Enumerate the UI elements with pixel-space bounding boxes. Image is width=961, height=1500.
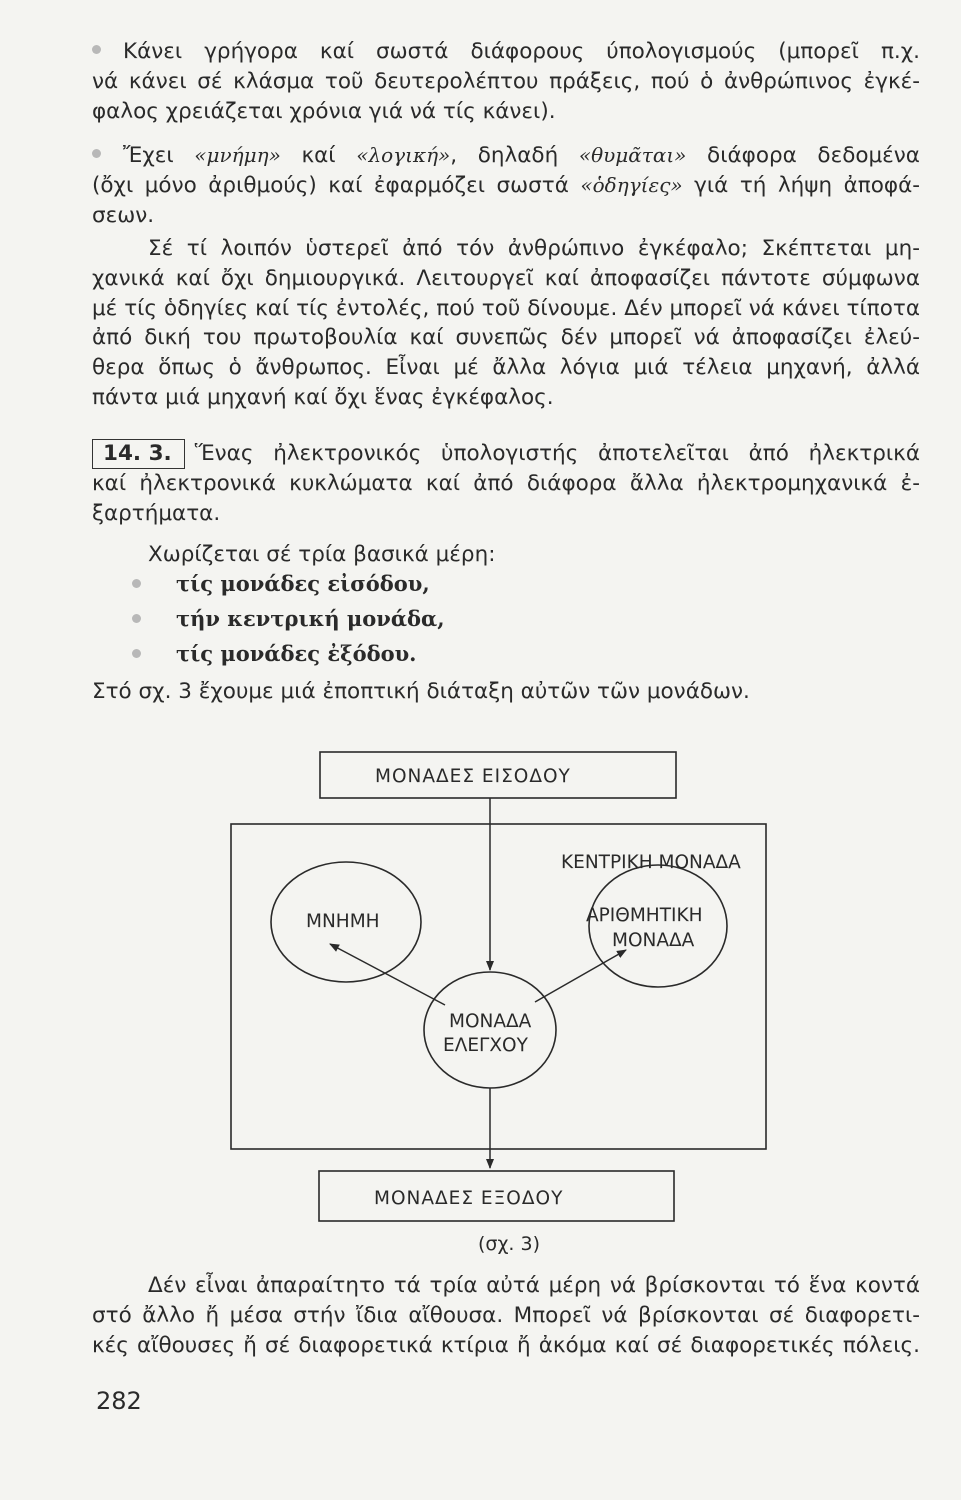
text-line: κές αἴθουσες ἤ σέ διαφορετικά κτίρια ἤ ἀκόμα καί σέ διαφορετικές πόλεις.	[92, 1332, 920, 1358]
paragraph-location	[92, 1271, 920, 1360]
italic-term: «λογική»	[356, 143, 451, 167]
list-item: τήν κεντρική μονάδα,	[138, 606, 445, 631]
control-unit-label-2: ΕΛΕΓΧΟΥ	[443, 1035, 528, 1056]
text-span: Ἕνας ἠλεκτρονικός ὑπολογιστής ἀποτελεῖται ἀπό ἠλεκτρικά	[194, 441, 920, 466]
text-span: Ἔχει	[123, 143, 195, 168]
text-line: ἀπό δική του πρωτοβουλία καί συνεπῶς δέν μπορεῖ νά ἀποφασίζει ἐλεύ-	[92, 325, 920, 351]
arithmetic-unit-label-1: ΑΡΙΘΜΗΤΙΚΗ	[586, 905, 703, 926]
italic-term: «ὁδηγίες»	[580, 172, 683, 197]
arithmetic-unit-label-2: ΜΟΝΑΔΑ	[612, 930, 695, 951]
italic-term: «θυμᾶται»	[578, 143, 687, 167]
text-line: Δέν εἶναι ἀπαραίτητο τά τρία αὐτά μέρη νά βρίσκονται τό ἕνα κοντά	[148, 1273, 920, 1298]
list-item: τίς μονάδες ἐξόδου.	[138, 641, 416, 666]
text-line: μέ τίς ὁδηγίες καί τίς ἐντολές, πού τοῦ δίνουμε. Δέν μπορεῖ νά κάνει τίποτα	[92, 295, 920, 321]
text-span: , δηλαδή	[450, 143, 579, 168]
page-number: 282	[96, 1387, 142, 1415]
output-units-label: ΜΟΝΑΔΕΣ ΕΞΟΔΟΥ	[374, 1188, 564, 1209]
figure-caption: (σχ. 3)	[478, 1233, 541, 1255]
control-unit-label-1: ΜΟΝΑΔΑ	[449, 1011, 532, 1032]
text-line: φαλος χρειάζεται χρόνια γιά νά τίς κάνει).	[92, 98, 556, 124]
control-to-arithmetic-arrow	[535, 950, 626, 1002]
text-span: (ὄχι μόνο ἀριθμούς) καί ἐφαρμόζει σωστά	[92, 172, 581, 198]
text-line: σεων.	[92, 202, 155, 228]
text-line: Χωρίζεται σέ τρία βασικά μέρη:	[148, 542, 496, 567]
text-line: στό ἄλλο ἤ μέσα στήν ἴδια αἴθουσα. Μπορεῖ νά βρίσκονται σέ διαφορετι-	[92, 1302, 920, 1328]
text-line: Στό σχ. 3 ἔχουμε μιά ἐποπτική διάταξη αὐτῶν τῶν μονάδων.	[92, 679, 750, 704]
text-line: χανικά καί ὄχι δημιουργικά. Λειτουργεῖ καί ἀποφασίζει πάντοτε σύμφωνα	[92, 265, 920, 291]
text-line: νά κάνει σέ κλάσμα τοῦ δευτερολέπτου πράξεις, πού ὁ ἀνθρώπινος ἐγκέ-	[92, 68, 920, 94]
italic-term: «μνήμη»	[194, 143, 281, 167]
text-line: καί ἠλεκτρονικά κυκλώματα καί ἀπό διάφορα ἄλλα ἠλεκτρομηχανικά ἐ-	[92, 471, 920, 496]
text-line: ξαρτήματα.	[92, 500, 221, 526]
text-line: πάντα μιά μηχανή καί ὄχι ἕνας ἐγκέφαλος.	[92, 384, 554, 410]
control-to-memory-arrow	[330, 944, 445, 1005]
list-item: τίς μονάδες εἰσόδου,	[138, 571, 430, 596]
text-line: Σέ τί λοιπόν ὑστερεῖ ἀπό τόν ἀνθρώπινο ἐγκέφαλο; Σκέπτεται μη-	[148, 236, 920, 261]
text-span: καί	[280, 143, 357, 168]
text-line: Κάνει γρήγορα καί σωστά διάφορους ύπολογισμούς (μπορεῖ π.χ.	[123, 39, 920, 64]
text-span: διάφορα δεδομένα	[686, 143, 920, 168]
arithmetic-unit-circle	[589, 865, 727, 987]
central-unit-label: ΚΕΝΤΡΙΚΗ ΜΟΝΑΔΑ	[561, 852, 741, 873]
section-number: 14. 3.	[92, 439, 185, 469]
text-span: γιά τή λήψη ἀποφά-	[682, 172, 920, 198]
memory-label: ΜΝΗΜΗ	[306, 911, 380, 932]
input-units-label: ΜΟΝΑΔΕΣ ΕΙΣΟΔΟΥ	[375, 766, 571, 787]
text-line: θερα ὅπως ὁ ἄνθρωπος. Εἶναι μέ ἄλλα λόγια μιά τέλεια μηχανή, ἀλλά	[92, 355, 920, 381]
